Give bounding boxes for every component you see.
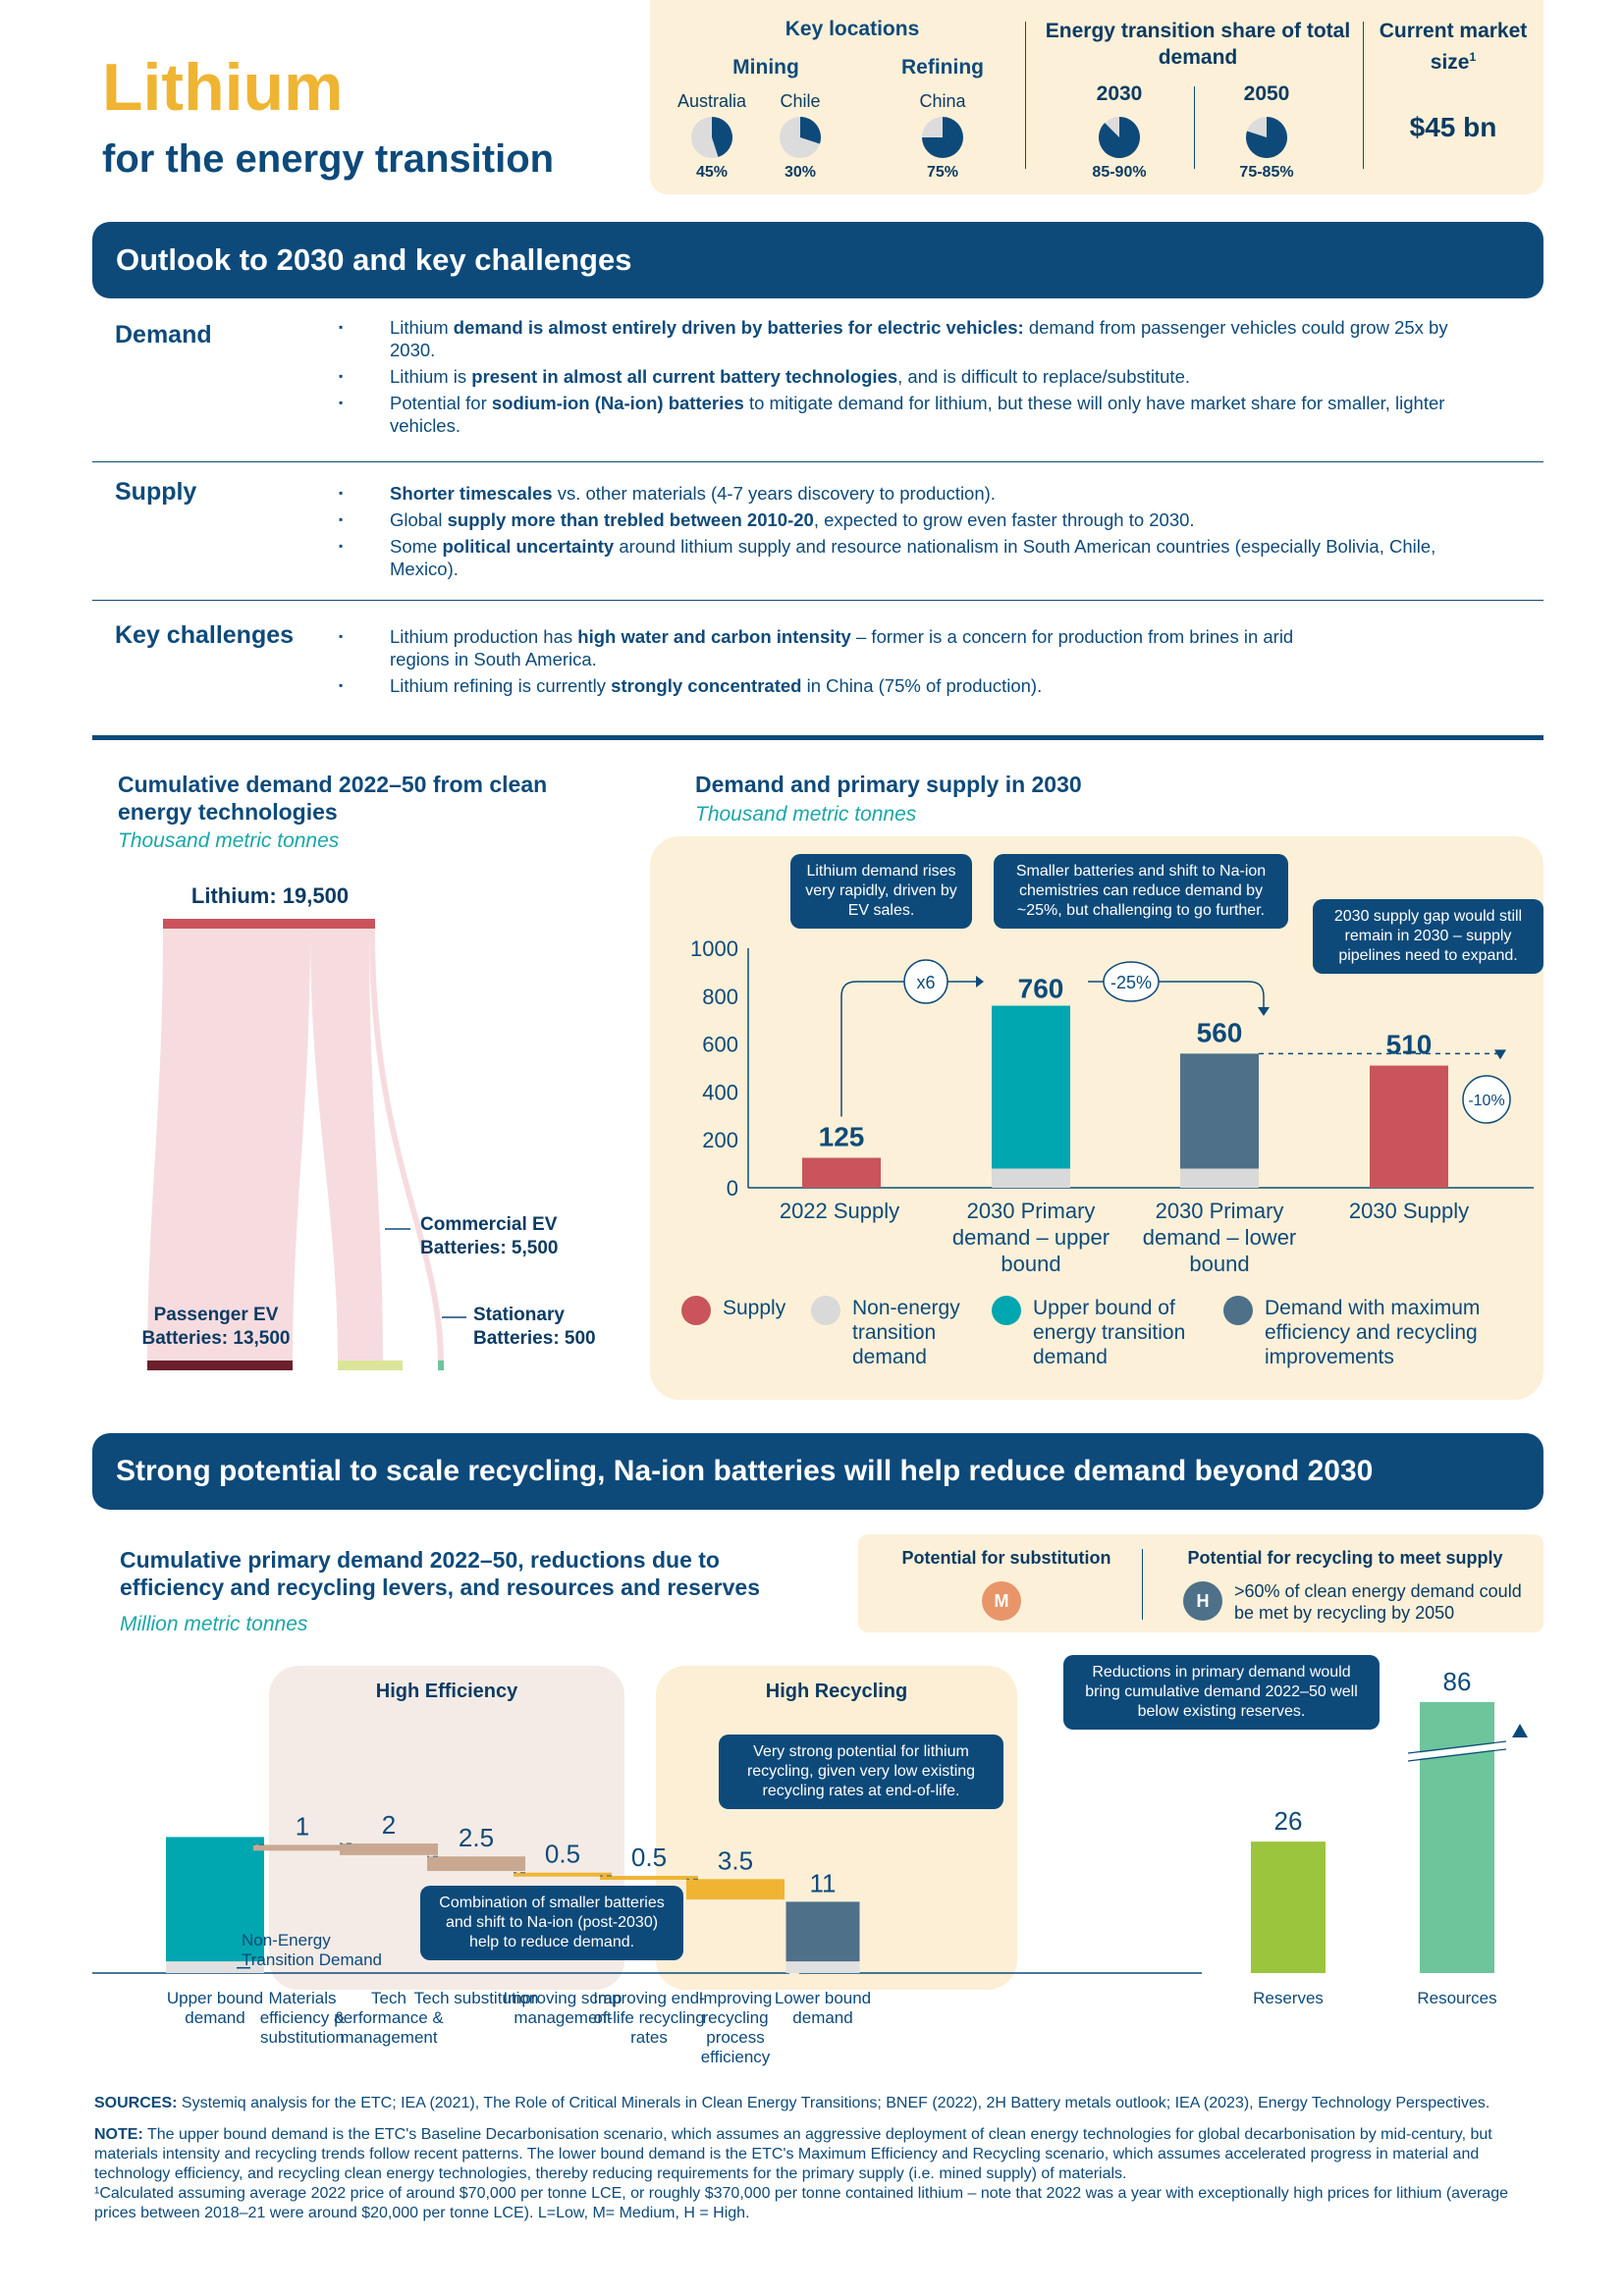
- callout-supply-gap: 2030 supply gap would still remain in 2030 – supply pipelines need to expand.: [1313, 899, 1543, 974]
- sankey-unit: Thousand metric tonnes: [118, 829, 340, 852]
- sankey-stationary-label: Stationary Batteries: 500: [473, 1305, 596, 1349]
- callout-efficiency: Combination of smaller batteries and shift to Na-ion (post-2030) help to reduce demand.: [420, 1886, 683, 1960]
- y-tick-label: 1000: [690, 936, 738, 961]
- bar-value-label: 510: [1385, 1029, 1433, 1060]
- wf-x-label: Lower bound demand: [774, 1989, 872, 2027]
- sources-text: Systemiq analysis for the ETC; IEA (2021), The Role of Critical Minerals in Clean Energy Transitions; BNEF (2022), 2H Battery metals outlook; IEA (2023), Energy Technology Perspectives.: [177, 2095, 1490, 2111]
- wf-bar-resources: [1420, 1702, 1494, 1973]
- challenges-bullets: [339, 625, 1321, 701]
- wf-x-label: Improving scrap management: [503, 1989, 623, 2027]
- bar: [802, 1158, 881, 1189]
- mining-label: Mining: [732, 56, 799, 79]
- legend-supply-text: Supply: [723, 1297, 786, 1319]
- share-chile: 30%: [784, 164, 817, 181]
- bar: [1370, 1066, 1448, 1188]
- potential-sub-badge: M: [982, 1581, 1021, 1621]
- wf-x-label: Resources: [1417, 1989, 1497, 2007]
- note: [94, 2125, 1547, 2223]
- wf-step-value: 0.5: [544, 1839, 581, 1869]
- wf-step-bar: [686, 1879, 785, 1899]
- wf-step-value: 2: [381, 1810, 397, 1840]
- legend-lower-text: Demand with maximum efficiency and recycling improvements: [1265, 1297, 1481, 1368]
- bar-non-energy: [992, 1168, 1070, 1188]
- supply-chart-unit: Thousand metric tonnes: [695, 803, 917, 826]
- footnote: ¹Calculated assuming average 2022 price of around $70,000 per tonne LCE, or roughly $370,000 per tonne contained lithium – note that 2022 was a year with exceptionally high prices for lithium (average prices between 2018–21 were around $20,000 per tonne LCE). L=Low, M= Medium, H = High.: [94, 2185, 1508, 2221]
- wf-step-value: 0.5: [630, 1842, 668, 1872]
- wf-x-label: Improving end-of-life recycling rates: [593, 1989, 705, 2047]
- callout-reserves: Reductions in primary demand would bring cumulative demand 2022–50 well below existing reserves.: [1063, 1655, 1380, 1730]
- sankey-passenger-label: Passenger EV Batteries: 13,500: [141, 1305, 291, 1349]
- arrow-x6: [976, 976, 984, 988]
- market-label-text: Current market size: [1379, 20, 1528, 74]
- badge-25-text: -25%: [1110, 973, 1153, 992]
- demand-bullet: [339, 392, 1468, 437]
- challenges-bullet-text: strongly concentrated: [611, 675, 802, 696]
- demand-label: Demand: [115, 321, 212, 348]
- callout-smaller-batteries: Smaller batteries and shift to Na-ion chemistries can reduce demand by ~25%, but challenging to go further.: [994, 854, 1288, 929]
- wf-step-bar: [427, 1856, 525, 1871]
- demand-bullet-text: Potential for: [390, 393, 492, 413]
- demand-bullet: [339, 316, 1468, 361]
- sankey-stationary-bar: [438, 1361, 444, 1370]
- sankey-lithium-bar: [163, 919, 375, 929]
- wf-bar-reserves: [1251, 1842, 1326, 1973]
- note-label: NOTE:: [94, 2126, 143, 2143]
- wf-step-value: 2.5: [458, 1823, 495, 1853]
- supply-label: Supply: [115, 478, 197, 506]
- wf-x-label: Improving recycling process efficiency: [698, 1989, 773, 2066]
- challenges-label: Key challenges: [115, 621, 295, 649]
- wf-x-label: Tech performance & management: [334, 1989, 444, 2047]
- share-range-2030: 85-90%: [1092, 164, 1147, 181]
- sankey-commercial-bar: [338, 1361, 403, 1370]
- demand-bullet: [339, 365, 1468, 388]
- page-title: Lithium: [102, 50, 344, 125]
- legend-non-energy: [811, 1296, 988, 1369]
- wf-step-bar: [340, 1843, 438, 1855]
- legend-supply: [681, 1296, 809, 1325]
- legend-lower: [1223, 1296, 1538, 1369]
- wf-step-bar: [514, 1873, 612, 1877]
- potential-rec-label: Potential for recycling to meet supply: [1187, 1548, 1503, 1568]
- sources-label: SOURCES:: [94, 2095, 178, 2111]
- callout-demand-rises: Lithium demand rises very rapidly, driven by EV sales.: [790, 854, 972, 929]
- potential-rec-text: >60% of clean energy demand could be met by recycling by 2050: [1234, 1581, 1522, 1623]
- challenges-bullet-text: Lithium production has: [390, 626, 578, 647]
- bar-non-energy: [1180, 1168, 1259, 1188]
- market-value: $45 bn: [1409, 112, 1497, 142]
- challenges-bullet: [339, 674, 1321, 697]
- supply-bullet-text: political uncertainty: [442, 536, 615, 557]
- outlook-banner: Outlook to 2030 and key challenges: [92, 222, 1543, 298]
- sources: [94, 2094, 1547, 2113]
- group-high-recycling-label: High Recycling: [765, 1681, 908, 1702]
- demand-bullet-text: sodium-ion (Na-ion) batteries: [491, 393, 744, 413]
- market-label-sup: 1: [1469, 50, 1477, 64]
- bar: [992, 1006, 1070, 1188]
- challenges-bullet-text: high water and carbon intensity: [577, 626, 851, 647]
- demand-bullet-text: present in almost all current battery technologies: [471, 366, 898, 387]
- sankey-title: Cumulative demand 2022–50 from clean energy technologies: [118, 772, 548, 825]
- legend-dot-non-energy: [811, 1296, 840, 1325]
- supply-bullets: [339, 482, 1468, 584]
- resources-arrow: [1512, 1724, 1528, 1737]
- demand-bullets: [339, 316, 1468, 441]
- demand-bullet-text: to mitigate demand for lithium, but these will only have market share for smaller, lighter vehicles.: [390, 393, 1445, 436]
- badge-10-text: -10%: [1468, 1093, 1505, 1109]
- supply-bullet-text: Shorter timescales: [390, 483, 553, 504]
- group-high-efficiency-label: High Efficiency: [375, 1681, 518, 1702]
- xlabel-lower: 2030 Primary demand – lower bound: [1142, 1199, 1297, 1276]
- section-rule: [92, 735, 1543, 740]
- wf-step-bar: [253, 1844, 352, 1850]
- y-tick-label: 600: [702, 1032, 738, 1057]
- wf-step-value: 1: [295, 1811, 310, 1842]
- y-tick-label: 200: [702, 1128, 738, 1153]
- legend-dot-upper: [992, 1296, 1021, 1325]
- y-tick-label: 400: [702, 1080, 738, 1105]
- share-range-2050: 75-85%: [1239, 164, 1294, 181]
- challenges-bullet: [339, 625, 1321, 670]
- legend-dot-supply: [681, 1296, 711, 1325]
- supply-bullet-text: vs. other materials (4-7 years discovery to production).: [552, 483, 996, 504]
- y-tick-label: 0: [726, 1176, 738, 1201]
- y-tick-label: 800: [702, 984, 738, 1009]
- bar-value-label: 760: [1017, 973, 1064, 1004]
- demand-bullet-text: Lithium is: [390, 366, 472, 387]
- legend-non-energy-text: Non-energy transition demand: [852, 1297, 960, 1368]
- legend-upper-text: Upper bound of energy transition demand: [1033, 1297, 1186, 1368]
- sankey-flow-passenger: [147, 929, 310, 1364]
- supply-bullet-text: Global: [390, 509, 448, 530]
- supply-bullet-text: around lithium supply and resource nationalism in South American countries (especially Bolivia, Chile, Mexico).: [390, 536, 1436, 579]
- country-australia: Australia: [677, 91, 747, 111]
- sankey-total-label: Lithium: 19,500: [190, 883, 350, 908]
- bar: [1180, 1053, 1259, 1188]
- supply-bullet-text: supply more than trebled between 2010-20: [447, 509, 814, 530]
- non-energy-label: Non-Energy Transition Demand: [242, 1931, 382, 1969]
- divider-2: [1194, 86, 1195, 169]
- recycling-banner: Strong potential to scale recycling, Na-ion batteries will help reduce demand beyond 2030: [92, 1433, 1543, 1510]
- supply-bullet: [339, 535, 1468, 580]
- challenges-bullet-text: Lithium refining is currently: [390, 675, 612, 696]
- xlabel-2030-supply: 2030 Supply: [1348, 1199, 1470, 1223]
- connector-x6: [841, 982, 980, 1117]
- demand-bullet-text: , and is difficult to replace/substitute.: [897, 366, 1191, 387]
- supply-bullet: [339, 482, 1468, 505]
- supply-bullet-text: Some: [390, 536, 443, 557]
- bar-value-label: 125: [818, 1121, 865, 1152]
- refining-label: Refining: [901, 56, 984, 79]
- wf-x-label: Tech substitution: [413, 1989, 539, 2007]
- potential-sub-label: Potential for substitution: [901, 1548, 1111, 1568]
- wf-bar-lower-nonenergy: [786, 1961, 860, 1973]
- challenges-bullet-text: in China (75% of production).: [801, 675, 1043, 696]
- gap-arrow: [1494, 1049, 1506, 1059]
- wf-lower-value: 11: [809, 1868, 837, 1898]
- share-australia: 45%: [695, 164, 729, 181]
- wf-step-value: 3.5: [717, 1845, 754, 1876]
- supply-chart-title: Demand and primary supply in 2030: [695, 772, 1082, 797]
- share-label: Energy transition share of total demand: [1045, 20, 1351, 69]
- divider-demand: [92, 461, 1543, 462]
- share-year-2050: 2050: [1243, 82, 1290, 105]
- wf-x-label: Materials efficiency & substitution: [259, 1989, 346, 2047]
- share-china: 75%: [926, 164, 959, 181]
- divider-supply: [92, 600, 1543, 601]
- page-subtitle: for the energy transition: [102, 137, 555, 181]
- waterfall-unit: Million metric tonnes: [120, 1613, 308, 1635]
- potential-divider: [1142, 1549, 1143, 1620]
- arrow-25: [1258, 1007, 1270, 1016]
- wf-x-label: Reserves: [1253, 1989, 1324, 2007]
- legend-dot-lower: [1223, 1296, 1253, 1325]
- supply-bullet: [339, 508, 1468, 531]
- xlabel-upper: 2030 Primary demand – upper bound: [951, 1199, 1110, 1276]
- bar-value-label: 560: [1196, 1017, 1243, 1048]
- country-chile: Chile: [780, 91, 821, 111]
- key-locations-label: Key locations: [785, 18, 920, 40]
- potential-rec-badge: H: [1183, 1581, 1222, 1621]
- xlabel-2022-supply: 2022 Supply: [779, 1199, 900, 1223]
- demand-bullet-text: Lithium: [390, 317, 454, 338]
- divider-1: [1025, 22, 1026, 169]
- waterfall-title: Cumulative primary demand 2022–50, reductions due to efficiency and recycling levers, and resources and reserves: [120, 1547, 761, 1600]
- sankey-commercial-label: Commercial EV Batteries: 5,500: [420, 1214, 559, 1258]
- badge-x6-text: x6: [916, 973, 936, 992]
- challenges-bullet-text: – former is a concern for production from brines in arid regions in South America.: [390, 626, 1294, 669]
- wf-reserves-value: 26: [1273, 1806, 1303, 1837]
- demand-bullet-text: demand is almost entirely driven by batteries for electric vehicles:: [453, 317, 1024, 338]
- share-year-2030: 2030: [1096, 82, 1143, 105]
- wf-step-bar: [600, 1876, 698, 1880]
- wf-resources-value: 86: [1442, 1667, 1472, 1696]
- country-china: China: [919, 91, 966, 111]
- note-text: The upper bound demand is the ETC's Baseline Decarbonisation scenario, which assumes an aggressive deployment of clean energy technologies for global decarbonisation by mid-century, but materials intensity and recycling trends follow recent patterns. The lower bound demand is the ETC's Maximum Efficiency and Recycling scenario, which assumes accelerated progress in material and technology efficiency, and recycling clean energy technologies, thereby reducing requirements for the primary supply (i.e. mined supply) of materials.: [94, 2126, 1492, 2182]
- sankey-passenger-bar: [147, 1361, 293, 1370]
- supply-bullet-text: , expected to grow even faster through to 2030.: [813, 509, 1195, 530]
- callout-recycling: Very strong potential for lithium recycling, given very low existing recycling rates at end-of-life.: [719, 1735, 1003, 1809]
- demand-bullet-text: demand from passenger vehicles could grow 25x by 2030.: [390, 317, 1448, 360]
- divider-3: [1363, 22, 1364, 169]
- market-label: [1370, 18, 1537, 76]
- wf-x-label: Upper bound demand: [166, 1989, 264, 2027]
- legend-upper: [992, 1296, 1218, 1369]
